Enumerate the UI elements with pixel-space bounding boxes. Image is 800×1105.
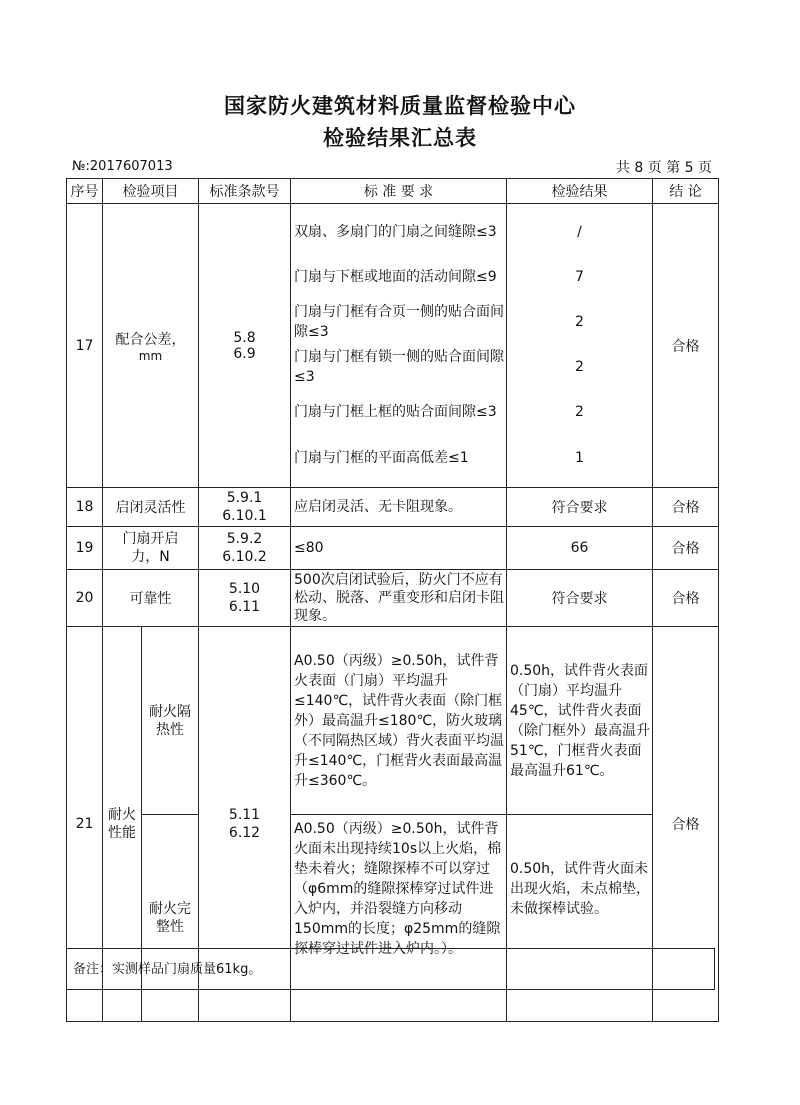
requirement-cell: A0.50（丙级）≥0.50h，试件背火面未出现持续10s以上火焰，棉垫未着火；缝隙探棒不可以穿过（φ6mm的缝隙探棒穿过试件进入炉内，并沿裂缝方向移动150mm的长度；φ25mm的缝隙探棒穿过试件进入炉内。）。 (291, 815, 507, 1022)
col-header-no: 序号 (67, 179, 103, 204)
clause-number (199, 204, 291, 488)
results-table (66, 178, 719, 1022)
row-number: 19 (67, 527, 103, 570)
clause-line: 6.9 (233, 345, 256, 362)
row-number: 20 (67, 570, 103, 627)
test-item: 启闭灵活性 (103, 488, 199, 527)
clause-line: 6.11 (228, 599, 261, 615)
conclusion: 合格 (653, 570, 719, 627)
requirement-cell: 应启闭灵活、无卡阻现象。 (291, 488, 507, 527)
clause-line: 5.8 (233, 329, 256, 346)
col-header-requirement: 标 准 要 求 (291, 179, 507, 204)
clause-line: 5.11 (228, 807, 261, 823)
test-item (103, 527, 199, 570)
clause-line: 5.9.2 (226, 531, 263, 547)
test-item-label: 力，N (131, 549, 170, 565)
result-value: 2 (575, 313, 584, 330)
requirement-line: 门扇与下框或地面的活动间隙≤9 (294, 268, 497, 285)
table-row (67, 570, 719, 627)
clause-line: 6.10.1 (222, 508, 267, 524)
sub-item-label: 耐火完 (149, 901, 191, 917)
requirement-cell: 500次启闭试验后，防火门不应有松动、脱落、严重变形和启闭卡阻现象。 (291, 570, 507, 627)
conclusion: 合格 (653, 527, 719, 570)
requirement-cell: A0.50（丙级）≥0.50h，试件背火表面（门扇）平均温升≤140℃，试件背火表面（除门框外）最高温升≤180℃，防火玻璃（不同隔热区域）背火表面平均温升≤140℃，门框背火表面最高温升≤360℃。 (291, 627, 507, 815)
table-row (67, 204, 719, 488)
report-subtitle: 检验结果汇总表 (323, 126, 477, 150)
sub-item-label: 热性 (156, 721, 184, 738)
col-header-item: 检验项目 (103, 179, 199, 204)
col-header-result: 检验结果 (507, 179, 653, 204)
requirement-line: 双扇、多扇门的门扇之间缝隙≤3 (294, 223, 497, 240)
clause-line: 5.10 (228, 581, 261, 597)
result-value: / (577, 223, 582, 240)
clause-number (199, 570, 291, 627)
test-item-label: 耐火 (108, 807, 136, 823)
result-cell: 符合要求 (507, 570, 653, 627)
col-header-conclusion: 结 论 (653, 179, 719, 204)
sub-item-label: 耐火隔 (149, 703, 191, 720)
table-row (67, 627, 719, 815)
result-cell (507, 204, 653, 488)
row-number: 17 (67, 204, 103, 488)
requirement-line: 门扇与门框有锁一侧的贴合面间隙≤3 (294, 348, 504, 385)
requirement-line: 门扇与门框有合页一侧的贴合面间隙≤3 (294, 303, 504, 340)
clause-number (199, 488, 291, 527)
remark-note: 备注：实测样品门扇质量61kg。 (66, 948, 715, 990)
result-cell: 0.50h，试件背火表面（门扇）平均温升45℃，试件背火表面（除门框外）最高温升51℃，门框背火表面最高温升61℃。 (507, 627, 653, 815)
document-number: №:2017607013 (72, 159, 173, 174)
sub-item (142, 627, 199, 815)
requirement-cell: ≤80 (291, 527, 507, 570)
result-value: 1 (575, 450, 584, 466)
result-value: 7 (575, 268, 584, 285)
conclusion: 合格 (653, 204, 719, 488)
test-item-label: 性能 (108, 825, 136, 841)
result-value: 2 (575, 358, 584, 375)
row-number: 18 (67, 488, 103, 527)
table-row (67, 488, 719, 527)
conclusion: 合格 (653, 627, 719, 1022)
test-item: 可靠性 (103, 570, 199, 627)
result-cell: 66 (507, 527, 653, 570)
requirement-cell (291, 204, 507, 488)
clause-number (199, 527, 291, 570)
result-cell: 符合要求 (507, 488, 653, 527)
clause-line: 6.10.2 (222, 549, 267, 565)
clause-line: 5.9.1 (226, 490, 263, 506)
result-value: 2 (575, 403, 584, 420)
header-row (67, 179, 719, 204)
result-cell: 0.50h，试件背火面未出现火焰，未点棉垫，未做探棒试验。 (507, 815, 653, 1022)
clause-line: 6.12 (228, 825, 261, 841)
sub-item-label: 整性 (156, 919, 184, 935)
row-number: 21 (67, 627, 103, 1022)
test-item (103, 204, 199, 488)
col-header-clause: 标准条款号 (199, 179, 291, 204)
requirement-line: 门扇与门框上框的贴合面间隙≤3 (294, 403, 497, 420)
test-item-unit: mm (138, 348, 163, 363)
test-item-label: 配合公差， (115, 331, 186, 348)
conclusion: 合格 (653, 488, 719, 527)
page-info: 共 8 页 第 5 页 (615, 160, 712, 176)
table-row (67, 527, 719, 570)
report-title: 国家防火建筑材料质量监督检验中心 (224, 94, 576, 118)
requirement-line: 门扇与门框的平面高低差≤1 (294, 450, 469, 466)
test-item-label: 门扇开启 (122, 531, 179, 547)
